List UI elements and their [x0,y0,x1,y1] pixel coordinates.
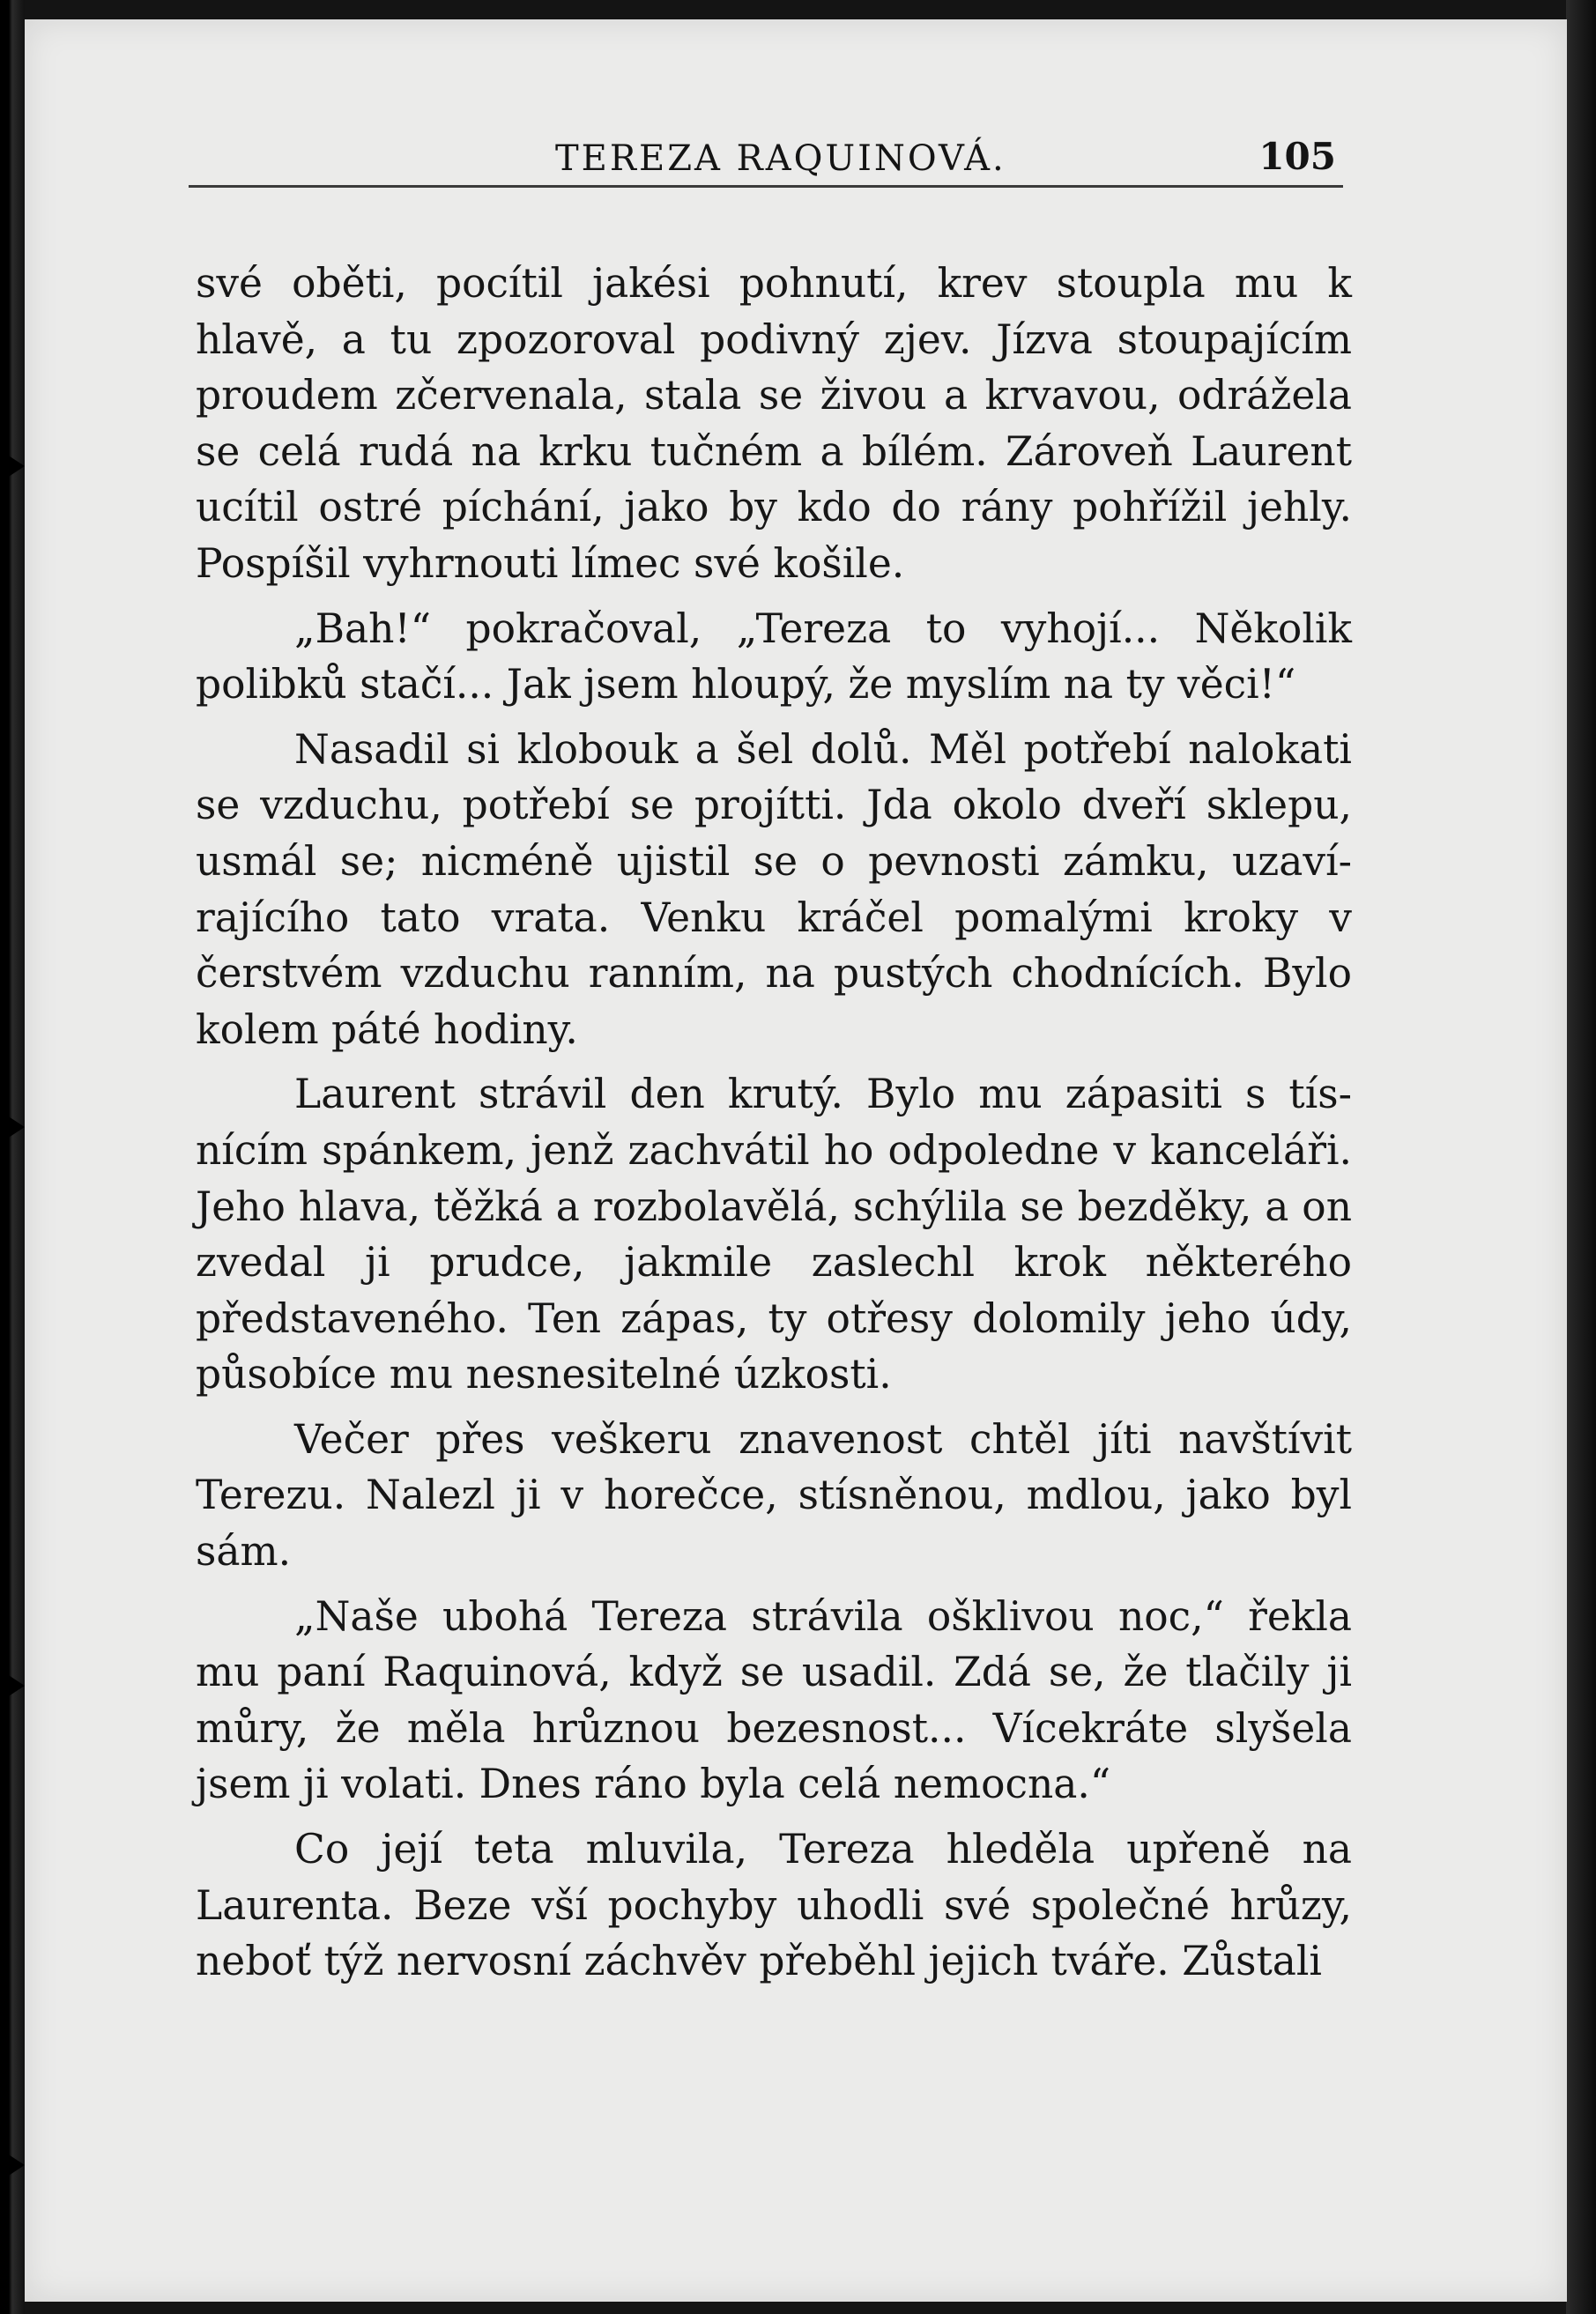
binding-mark [2,1671,25,1701]
page-number: 105 [1258,135,1336,178]
paragraph: své oběti, pocítil jakési pohnutí, krev stoupla mu k hlavě, a tu zpozoroval podivný zjev. Jízva stoupajícím proudem zčervenala, stala se živou a krvavou, odrážela se celá rudá na krku tučném a bílém. Zároveň Laurent ucítil ostré píchání, jako by kdo do rány pohřížil jehly. Pospíšil vyhrnouti límec své košile. [196,260,1352,587]
paragraph: Večer přes veškeru znavenost chtěl jíti navštívit Terezu. Nalezl ji v horečce, stísněnou, mdlou, jako byl sám. [196,1415,1352,1576]
running-header [189,134,1343,188]
binding-mark [2,2150,25,2180]
paragraph: „Naše ubohá Tereza strávila ošklivou noc,“ řekla mu paní Raquinová, když se usadil. Zdá se, že tlačily ji můry, že měla hrůznou bezesnost... Vícekráte slyšela jsem ji volati. Dnes ráno byla celá nemocna.“ [196,1592,1352,1808]
binding-mark [2,451,25,481]
binding-mark [2,1112,25,1142]
body-text [196,256,1352,1990]
book-binding-edge [0,0,25,2314]
paragraph: Co její teta mluvila, Tereza hleděla upřeně na Laurenta. Beze vší pochyby uhodli své společné hrůzy, neboť týž nervosní záchvěv přeběhl jejich tváře. Zůstali [196,1826,1352,1985]
paragraph: Nasadil si klobouk a šel dolů. Měl potřebí nalokati se vzduchu, potřebí se projítti. Jda okolo dveří sklepu, usmál se; nicméně ujistil se o pevnosti zámku, uzavírajícího tato vrata. Venku kráčel pomalými kroky v čerstvém vzduchu ranním, na pustých chodnících. Bylo kolem páté hodiny. [196,725,1352,1053]
paragraph: Laurent strávil den krutý. Bylo mu zápasiti s tísnícím spánkem, jenž zachvátil ho odpoledne v kanceláři. Jeho hlava, těžká a rozbolavělá, schýlila se bezděky, a on zvedal ji prudce, jakmile zaslechl krok některého představeného. Ten zápas, ty otřesy dolomily jeho údy, působíce mu nesnesitelné úzkosti. [196,1071,1352,1398]
paragraph: „Bah!“ pokračoval, „Tereza to vyhojí... Několik polibků stačí... Jak jsem hloupý, že myslím na ty věci!“ [196,604,1352,708]
running-title: TEREZA RAQUINOVÁ. [555,138,1006,179]
page-right-edge [1566,0,1596,2314]
